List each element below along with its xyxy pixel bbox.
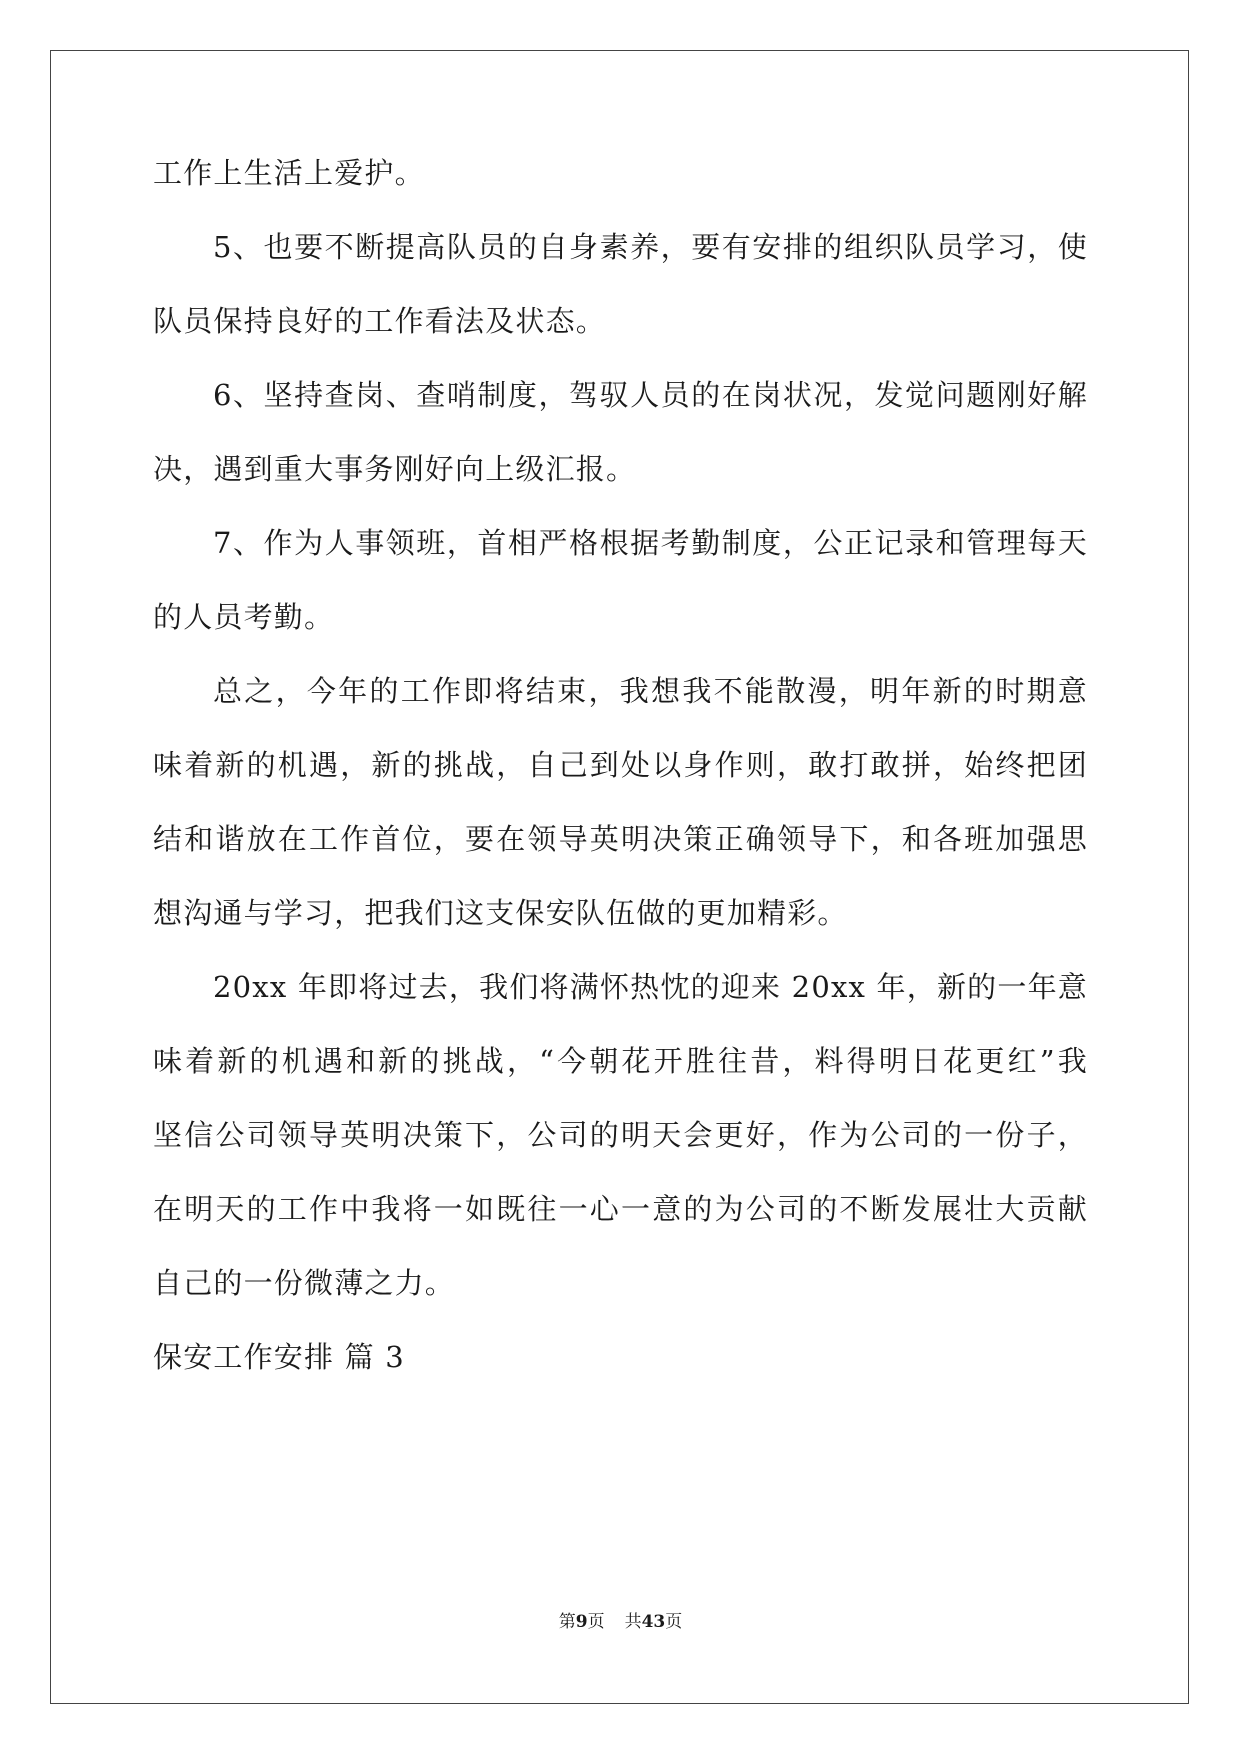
footer-total-prefix: 共 [624,1612,642,1632]
text-line: 5、也要不断提高队员的自身素养，要有安排的组织队员学习，使 [213,230,1088,264]
text-line: 的人员考勤。 [153,600,335,634]
text-line: 味着新的机遇，新的挑战，自己到处以身作则，敢打敢拼，始终把团 [153,748,1088,782]
text-line: 在明天的工作中我将一如既往一心一意的为公司的不断发展壮大贡献 [153,1192,1088,1226]
page-footer [0,1610,1241,1634]
text-line: 总之，今年的工作即将结束，我想我不能散漫，明年新的时期意 [213,674,1088,708]
footer-total-suffix: 页 [665,1612,683,1632]
page-border [50,50,1189,1704]
text-line: 想沟通与学习，把我们这支保安队伍做的更加精彩。 [153,896,848,930]
text-line: 味着新的机遇和新的挑战，“今朝花开胜往昔，料得明日花更红”我 [153,1044,1088,1078]
footer-prefix: 第 [558,1612,576,1632]
text-line: 坚信公司领导英明决策下，公司的明天会更好，作为公司的一份子， [153,1118,1088,1152]
footer-page-suffix: 页 [587,1612,605,1632]
text-line: 7、作为人事领班，首相严格根据考勤制度，公正记录和管理每天 [213,526,1088,560]
text-line: 工作上生活上爱护。 [153,156,425,190]
text-line: 6、坚持查岗、查哨制度，驾驭人员的在岗状况，发觉问题刚好解 [213,378,1088,412]
current-page-number: 9 [575,1612,588,1632]
text-line: 队员保持良好的工作看法及状态。 [153,304,607,338]
section-heading: 保安工作安排 篇 3 [153,1340,405,1374]
text-line: 决，遇到重大事务刚好向上级汇报。 [153,452,637,486]
total-pages-number: 43 [641,1612,666,1632]
text-line: 自己的一份微薄之力。 [153,1266,456,1300]
text-line: 结和谐放在工作首位，要在领导英明决策正确领导下，和各班加强思 [153,822,1088,856]
text-line: 20xx 年即将过去，我们将满怀热忱的迎来 20xx 年，新的一年意 [213,970,1088,1004]
